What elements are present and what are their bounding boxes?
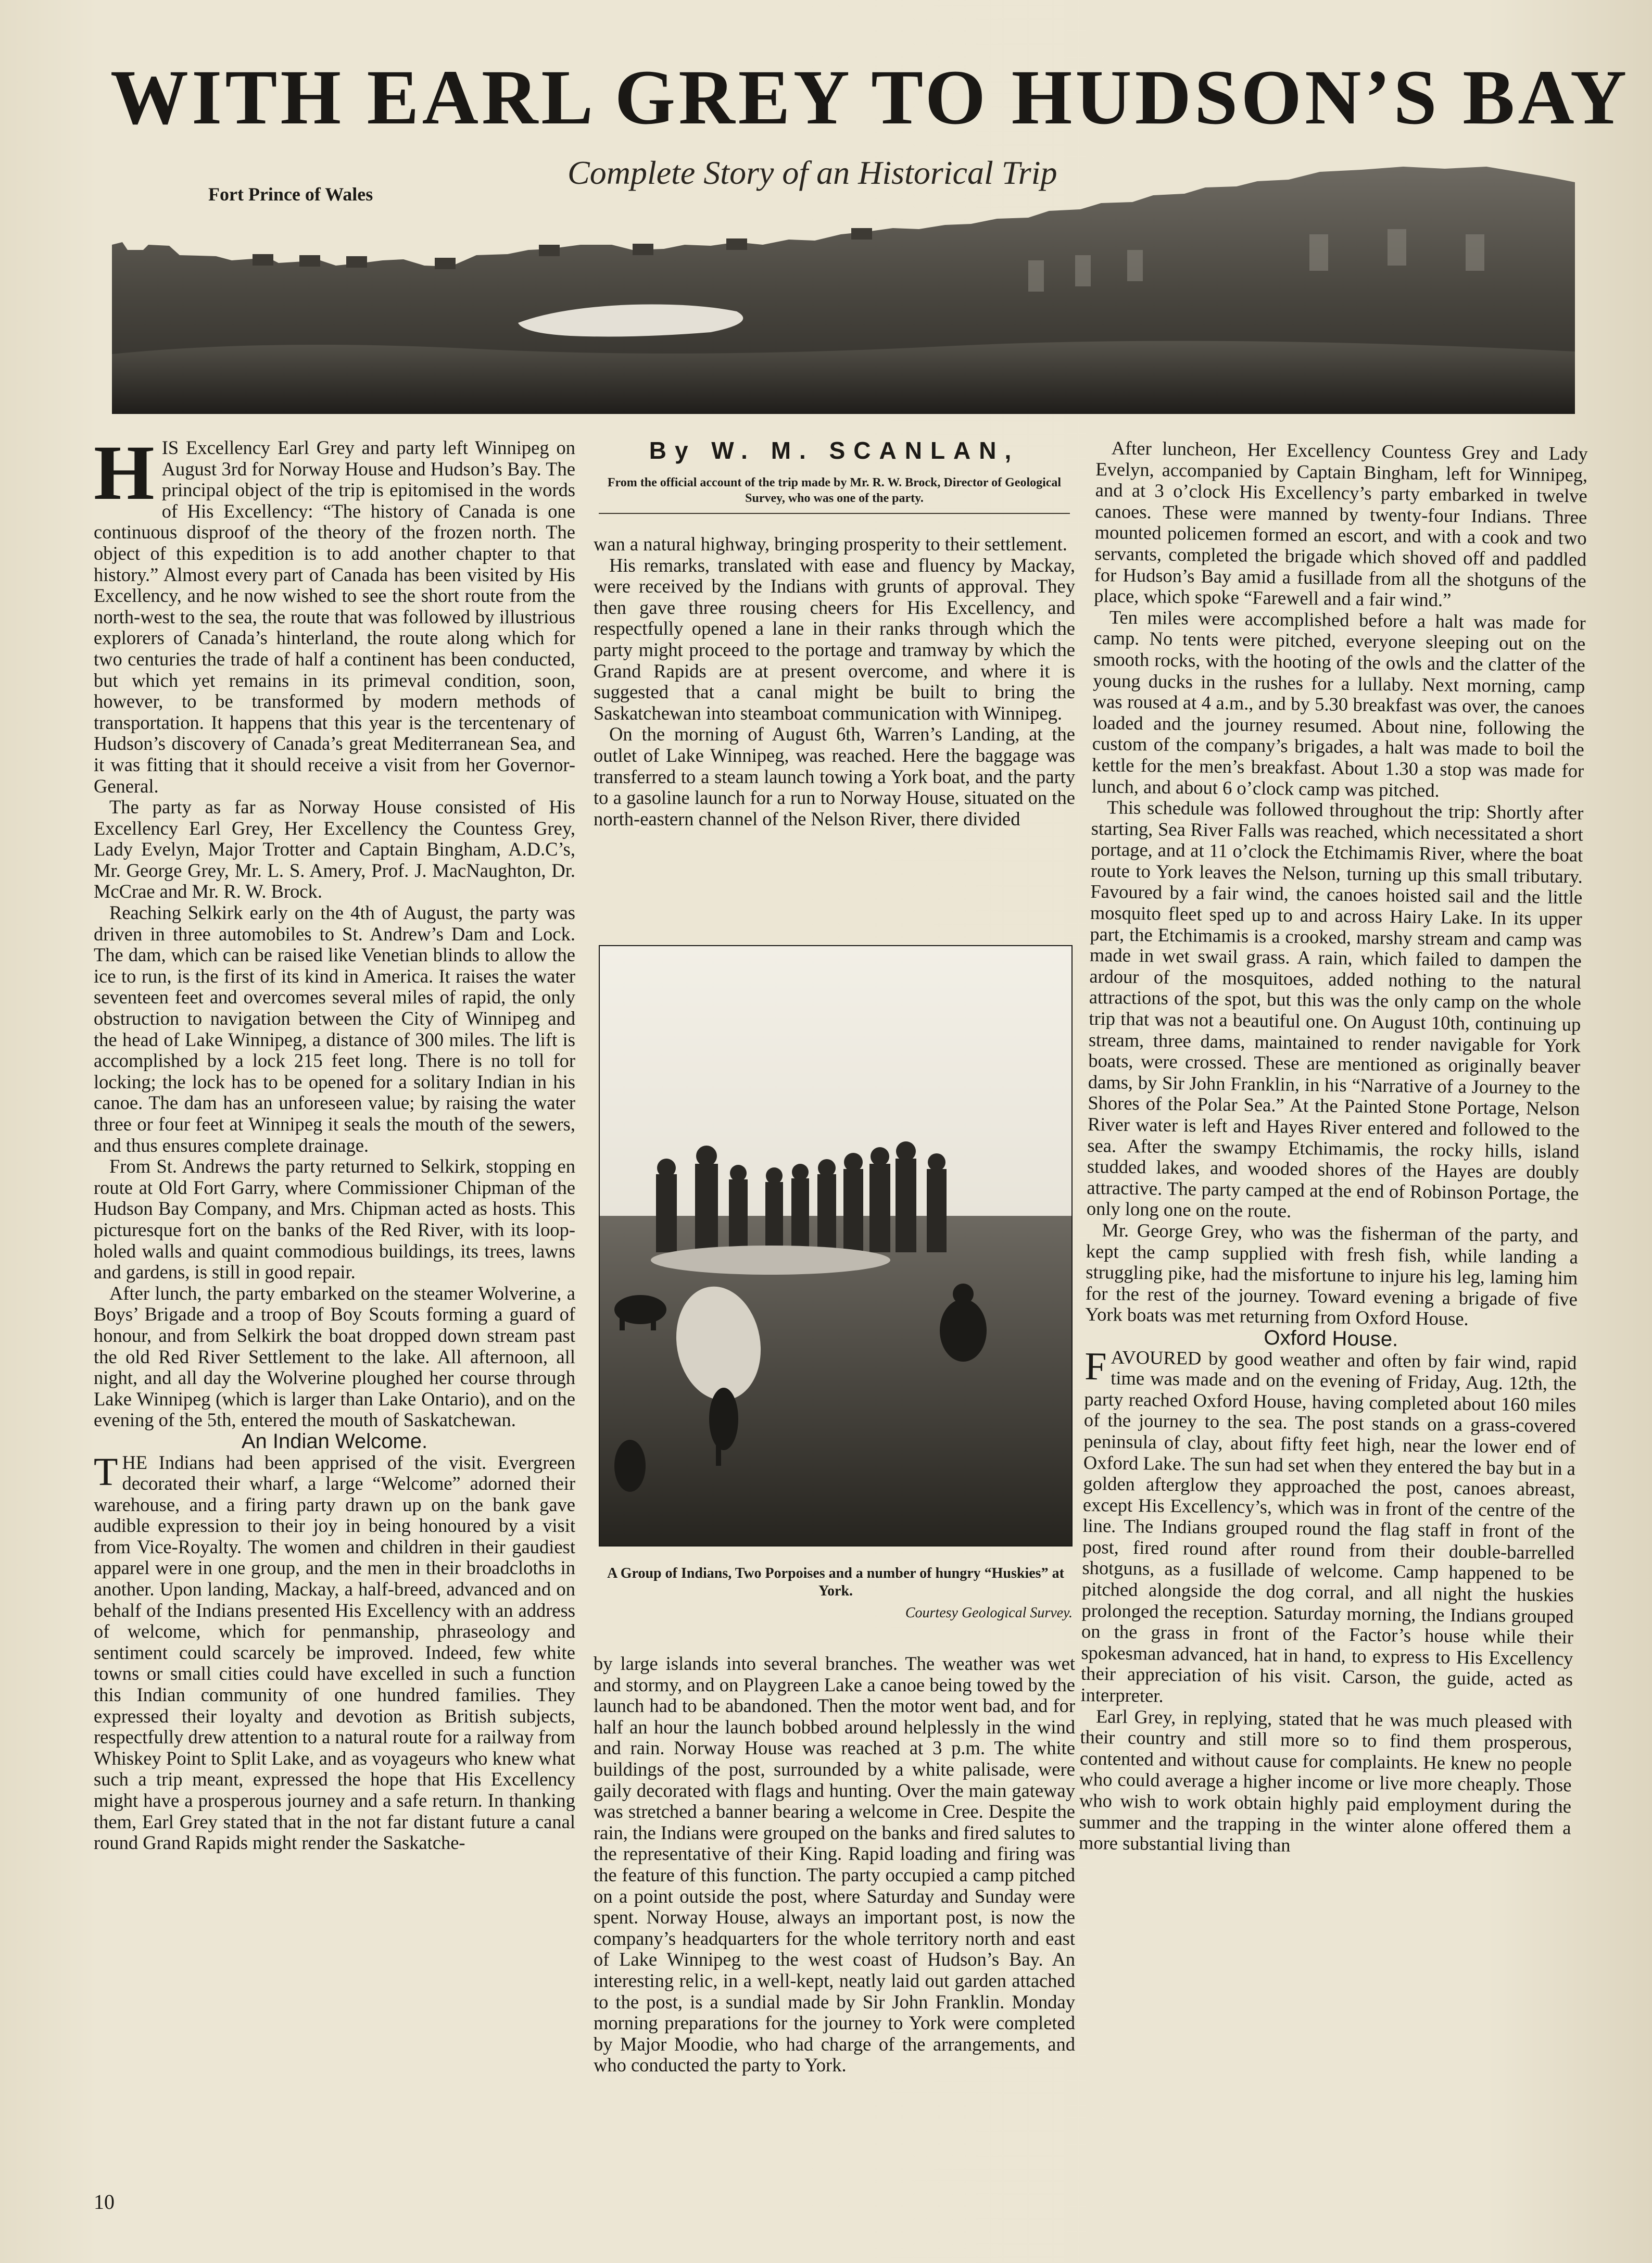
paragraph: wan a natural highway, bringing prosperity to their settlement. <box>594 533 1067 555</box>
paragraph: After luncheon, Her Excellency Countess Grey and Lady Evelyn, accompanied by Captain Bingham, left for Winnipeg, and at 3 o’clock His Excellency’s party embarked in twelve canoes. These were manned by twenty-four Indians. Three mounted policemen formed an escort, and with a cook and two servants, completed the brigade which shoved off and paddled for Hudson’s Bay amid a fusillade from all the shotguns of the place, which spoke “Farewell and a fair wind.” <box>1094 437 1588 611</box>
byline: By W. M. SCANLAN, <box>649 437 1020 464</box>
paragraph: Reaching Selkirk early on the 4th of August, the party was driven in three automobiles to St. Andrew’s Dam and Lock. The dam, which can be raised like Venetian blinds to allow the ice to run, is the first of its kind in America. It raises the water seventeen feet and overcomes several miles of rapid, the only obstruction to navigation between the City of Winnipeg and the head of Lake Winnipeg, a distance of 300 miles. The lift is accomplished by a lock 215 feet long. There is no toll for locking; the lock has to be opened for a solitary Indian in his canoe. The dam has an unforeseen value; by raising the water three or four feet at Winnipeg it seals the mouth of the sewers, and thus ensures complete drainage. <box>94 902 575 1156</box>
paragraph-text: AVOURED by good weather and often by fair wind, rapid time was made and on the evening of Friday, Aug. 12th, the party reached Oxford House, having completed about 160 miles of the journey to the sea. The post stands on a grass-covered peninsula of clay, about fifty feet high, near the lower end of Oxford Lake. The sun had set when they entered the bay but in a golden afterglow they approached the post, canoes abreast, except His Excellency’s, which was in front of the centre of the line. The Indians grouped round the flag staff in front of the post, fired round after round from their double-barrelled shotguns, as a fusillade of welcome. Camp happened to be pitched alongside the dog corral, and all night the huskies prolonged the reception. Saturday morning, the Indians grouped on the grass in front of the Factor’s house while their spokesman advanced, hat in hand, to express to His Excellency their appreciation of his visit. Carson, the guide, acted as interpreter. <box>1080 1346 1577 1706</box>
paragraph: After lunch, the party embarked on the steamer Wolverine, a Boys’ Brigade and a troop of Boy Scouts forming a guard of honour, and from Selkirk the boat dropped down stream past the old Red River Settlement to the lake. All afternoon, all night, and all day the Wolverine ploughed her course through Lake Winnipeg (which is larger than Lake Ontario), and on the evening of the 5th, entered the mouth of Saskatchewan. <box>94 1282 575 1431</box>
paragraph: The party as far as Norway House consisted of His Excellency Earl Grey, Her Excellency the Countess Grey, Lady Evelyn, Major Trotter and Captain Bingham, A.D.C’s, Mr. George Grey, Mr. L. S. Amery, Prof. J. MacNaughton, Dr. McCrae and Mr. R. W. Brock. <box>94 796 575 902</box>
paragraph-text: IS Excellency Earl Grey and party left Winnipeg on August 3rd for Norway House and Hudson’s Bay. The principal object of the trip is epitomised in the words of His Excellency: “The history of Canada is one continuous disproof of the theory of the frozen north. The object of this expedition is to add another chapter to that history.” Almost every part of Canada has been visited by His Excellency, and he now wished to see the short route from the north-west to the sea, the route that was followed by illustrious explorers of Canada’s hinterland, the route along which for two centuries the trade of half a continent has been conducted, but which yet remains in its primeval condition, soon, however, to be transformed by modern methods of transportation. It happens that this year is the tercentenary of Hudson’s discovery of Canada’s great Mediterranean Sea, and it was fitting that it should receive a visit from her Governor-General. <box>94 437 575 797</box>
column-2-bottom <box>594 1653 1075 2076</box>
drop-cap: T <box>94 1450 118 1494</box>
paragraph: Ten miles were accomplished before a halt was made for camp. No tents were pitched, everyone sleeping out on the smooth rocks, with the hooting of the owls and the clatter of the young ducks in the rushes for a lullaby. Next morning, camp was roused at 4 a.m., and by 5.30 breakfast was over, the canoes loaded and the journey resumed. About nine, following the custom of the company’s brigades, a halt was made to boil the kettle for the men’s breakfast. About 1.30 a stop was made for lunch, and about 6 o’clock camp was pitched. <box>1091 606 1586 801</box>
paragraph: On the morning of August 6th, Warren’s Landing, at the outlet of Lake Winnipeg, was reached. Here the baggage was transferred to a steam launch towing a York boat, and the party to a gasoline launch for a run to Norway House, situated on the north-eastern channel of the Nelson River, there divided <box>594 723 1075 829</box>
paragraph: by large islands into several branches. The weather was wet and stormy, and on Playgreen Lake a canoe being towed by the launch had to be abandoned. Then the motor went bad, and for half an hour the launch bobbed around helplessly in the wind and rain. Norway House was reached at 3 p.m. The white buildings of the post, surrounded by a white palisade, were gaily decorated with flags and hunting. Over the main gateway was stretched a banner bearing a welcome in Cree. Despite the rain, the Indians were grouped on the banks and fired salutes to the representative of their King. Rapid loading and firing was the feature of this function. The party occupied a camp pitched on a point outside the post, where Saturday and Sunday were spent. Norway House, always an important post, is now the company’s headquarters for the whole territory north and east of Lake Winnipeg to the west coast of Hudson’s Bay. An interesting relic, in a well-kept, neatly laid out garden attached to the post, is a sundial made by Sir John Franklin. Monday morning preparations for the journey to York were completed by Major Moodie, who had charge of the arrangements, and who conducted the party to York. <box>594 1653 1075 2076</box>
byline-note: From the official account of the trip made by Mr. R. W. Brock, Director of Geological Survey, who was one of the party. <box>607 476 1062 505</box>
inset-photo-caption: A Group of Indians, Two Porpoises and a number of hungry “Huskies” at York. <box>607 1565 1064 1599</box>
paragraph <box>94 430 575 797</box>
page-number: 10 <box>94 2190 115 2214</box>
column-2-top <box>594 534 1075 829</box>
section-heading: An Indian Welcome. <box>241 1429 428 1453</box>
indians-huskies-photo <box>599 945 1073 1547</box>
column-1 <box>94 430 575 1854</box>
drop-cap: F <box>1084 1344 1107 1388</box>
paragraph-text: HE Indians had been apprised of the visit. Evergreen decorated their wharf, a large “Welcome” adorned their warehouse, and a firing party drawn up on the bank gave audible expression to their joy in being honoured by a visit from Vice-Royalty. The women and children in their gaudiest apparel were in one group, and the men in their broadcloths in another. Upon landing, Mackay, a half-breed, advanced and on behalf of the Indians presented His Excellency with an address of welcome, which for penmanship, phraseology and sentiment could scarcely be improved. Indeed, few white towns or small cities could have excelled in such a function this Indian community of one hundred families. They expressed their loyalty and devotion as British subjects, respectfully drew attention to a natural route for a railway from Whiskey Point to Split Lake, and as voyageurs who knew what such a trip meant, expressed the hope that His Excellency might have a prosperous journey and a safe return. In thanking them, Earl Grey stated that in the not far distant future a canal round Grand Rapids might render the Saskatche- <box>94 1451 575 1854</box>
paragraph <box>94 1452 575 1854</box>
article-headline: WITH EARL GREY TO HUDSON’S BAY <box>110 54 1630 141</box>
paragraph: From St. Andrews the party returned to Selkirk, stopping en route at Old Fort Garry, where Commissioner Chipman of the Hudson Bay Company, and Mrs. Chipman acted as hosts. This picturesque fort on the banks of the Red River, with its loop-holed walls and quaint commodious buildings, its trees, lawns and gardens, is still in good repair. <box>94 1155 575 1283</box>
divider <box>599 513 1070 514</box>
paragraph: His remarks, translated with ease and fluency by Mackay, were received by the Indians with grunts of approval. They then gave three rousing cheers for His Excellency, and respectfully opened a lane in their ranks through which the party might proceed to the portage and tramway by which the Grand Rapids are at present overcome, and where it is suggested that a canal might be built to bring the Saskatchewan into steamboat communication with Winnipeg. <box>594 554 1075 724</box>
drop-cap: H <box>94 430 155 516</box>
column-3 <box>1079 437 1588 1859</box>
paragraph <box>1080 1346 1577 1712</box>
top-photo-caption: Fort Prince of Wales <box>208 184 373 205</box>
paragraph: Mr. George Grey, who was the fisherman of the party, and kept the camp supplied with fresh fish, while landing a struggling pike, had the misfortune to injure his leg, laming him for the rest of the journey. Toward evening a brigade of five York boats was met returning from Oxford House. <box>1085 1219 1579 1330</box>
article-subhead: Complete Story of an Historical Trip <box>568 154 1057 191</box>
inset-photo-credit: Courtesy Geological Survey. <box>905 1605 1073 1621</box>
paragraph: Earl Grey, in replying, stated that he was much pleased with their country and still more so to find them prosperous, contented and without cause for complaints. He knew no people who could average a higher income or live more cheaply. Those who wish to work obtain highly paid employment during the summer and the trapping in the winter alone offered them a more substantial living than <box>1078 1705 1573 1856</box>
paragraph: This schedule was followed throughout the trip: Shortly after starting, Sea River Falls was reached, which necessitated a short portage, and at 11 o’clock the Etchimamis River, where the boat route to York leaves the Nelson, turning up this small tributary. Favoured by a fair wind, the canoes hoisted sail and the little mosquito fleet sped up to and across Hairy Lake. In its upper part, the Etchimamis is a crooked, marshy stream and camp was made in wet swail grass. A rain, which failed to dampen the ardour of the mosquitoes, added nothing to the natural attractions of the spot, but this was the only camp on the whole trip that was not a beautiful one. On August 10th, continuing up stream, three dams, maintained to render navigable for York boats, were crossed. These are mentioned as originally beaver dams, by Sir John Franklin, in his “Narrative of a Journey to the Shores of the Polar Sea.” At the Painted Stone Portage, Nelson River water is left and Hayes River entered and followed to the sea. After the swampy Etchimamis, the rocky hills, island studded lakes, and wooded shores of the Hayes are doubly attractive. The party camped at the end of Robinson Portage, the only long one on the route. <box>1086 796 1584 1222</box>
section-heading: Oxford House. <box>1264 1326 1398 1351</box>
